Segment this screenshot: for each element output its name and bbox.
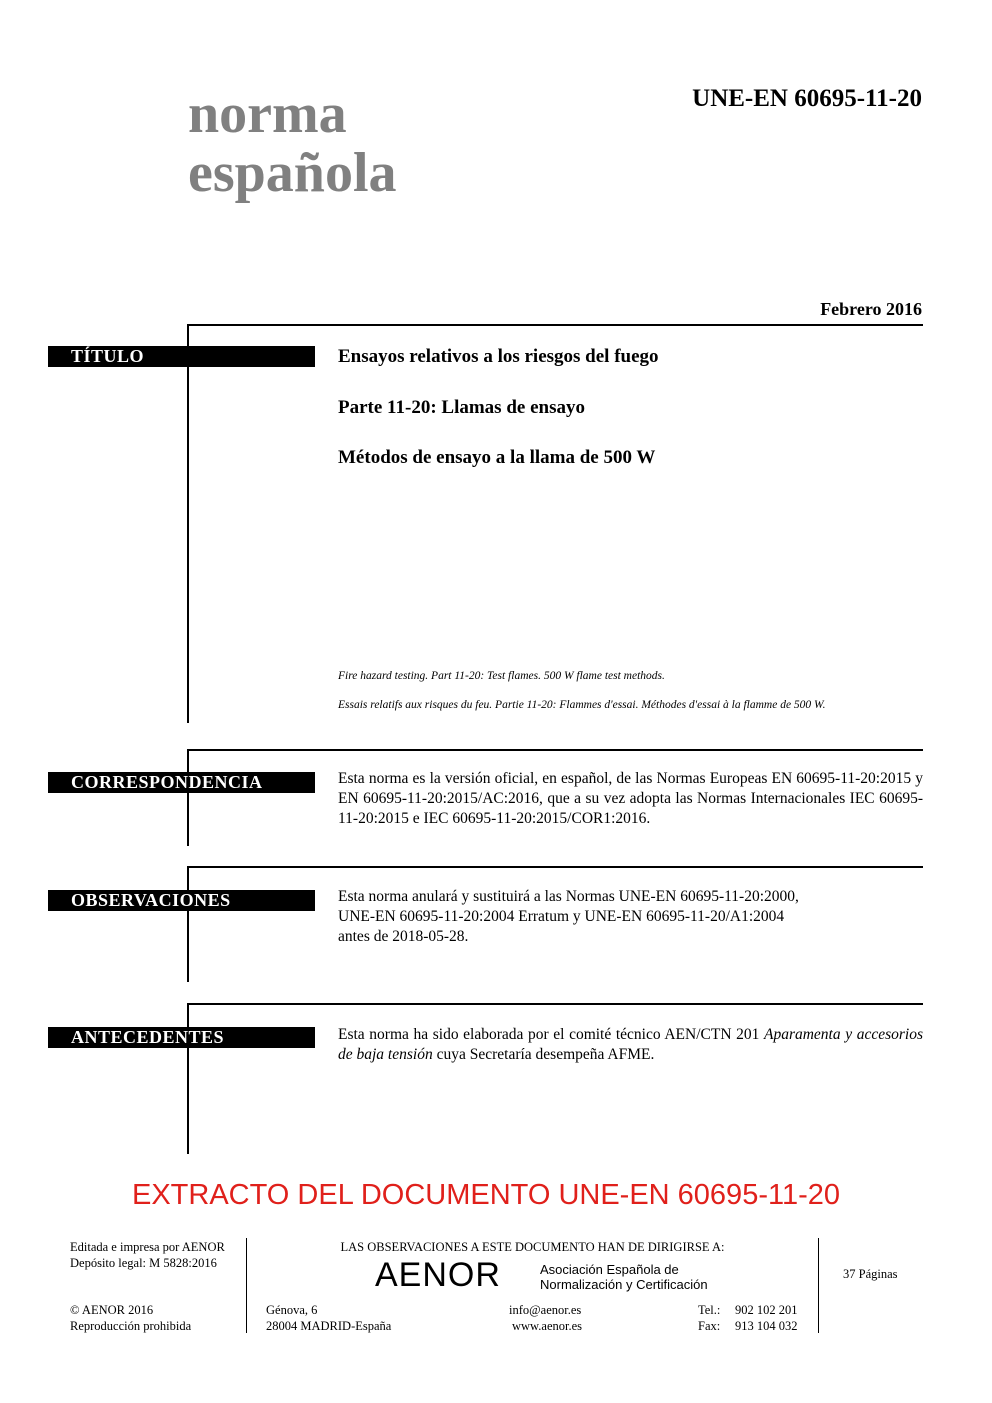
section-divider-antecedentes: [187, 1003, 923, 1005]
section-label-correspondencia: CORRESPONDENCIA: [48, 772, 315, 793]
section-vertical-rule-titulo: [187, 324, 189, 723]
title-line-2: Parte 11-20: Llamas de ensayo: [338, 397, 585, 418]
footer-reproduction: Reproducción prohibida: [70, 1319, 192, 1333]
correspondencia-text: Esta norma es la versión oficial, en español, de las Normas Europeas EN 60695-11-20:2015 y EN 60695-11-20:2015/AC:2016, que a su vez adopta las Normas Internacionales IEC 60695-11-20:2015 e IEC 60695-11-20:2015/COR1:2016.: [338, 770, 923, 827]
section-divider-correspondencia: [187, 749, 923, 751]
footer-copyright: © AENOR 2016: [70, 1303, 154, 1317]
aenor-association-line-2: Normalización y Certificación: [540, 1277, 708, 1292]
footer-fax-label: Fax:: [698, 1319, 721, 1333]
footer-tel-label: Tel.:: [698, 1303, 721, 1317]
section-vertical-rule-observaciones: [187, 866, 189, 982]
brand-line-espanola: española: [188, 142, 397, 204]
footer-contact-online: [509, 1302, 582, 1334]
section-label-observaciones: OBSERVACIONES: [48, 890, 315, 911]
footer-deposit: Depósito legal: M 5828:2016: [70, 1256, 217, 1270]
antecedentes-text-before: Esta norma ha sido elaborada por el comité técnico AEN/CTN 201: [338, 1026, 764, 1043]
footer-fax: 913 104 032: [735, 1319, 798, 1333]
footer-address-city: 28004 MADRID-España: [266, 1319, 392, 1333]
footer-copyright-info: [70, 1302, 191, 1334]
title-french: Essais relatifs aux risques du feu. Partie 11-20: Flammes d'essai. Méthodes d'essai à la flamme de 500 W.: [338, 699, 826, 711]
antecedentes-text: [338, 1025, 923, 1065]
footer-website: www.aenor.es: [512, 1319, 583, 1333]
section-divider-observaciones: [187, 866, 923, 868]
aenor-association-line-1: Asociación Española de: [540, 1262, 679, 1277]
footer-divider-right: [818, 1238, 819, 1333]
aenor-association-name: [540, 1262, 708, 1292]
observaciones-text: [338, 887, 923, 947]
aenor-logo: AENOR: [375, 1256, 501, 1294]
footer-edited: Editada e impresa por AENOR: [70, 1240, 225, 1254]
footer-tel: 902 102 201: [735, 1303, 798, 1317]
footer-address: [266, 1302, 391, 1334]
footer-edition-info: [70, 1239, 225, 1271]
observaciones-line-2: UNE-EN 60695-11-20:2004 Erratum y UNE-EN 60695-11-20/A1:2004: [338, 908, 785, 925]
extract-notice: EXTRACTO DEL DOCUMENTO UNE-EN 60695-11-20: [131, 1179, 840, 1211]
footer-phone-numbers: [735, 1302, 798, 1334]
antecedentes-text-after: cuya Secretaría desempeña AFME.: [432, 1046, 655, 1063]
footer-observations-header: LAS OBSERVACIONES A ESTE DOCUMENTO HAN DE DIRIGIRSE A:: [340, 1240, 725, 1254]
section-label-antecedentes: ANTECEDENTES: [48, 1027, 315, 1048]
observaciones-line-1: Esta norma anulará y sustituirá a las Normas UNE-EN 60695-11-20:2000,: [338, 888, 799, 905]
title-english: Fire hazard testing. Part 11-20: Test flames. 500 W flame test methods.: [338, 670, 665, 682]
antecedentes-committee-name: Aparamenta y accesorios de baja tensión: [338, 1026, 923, 1063]
footer-phone-labels: [698, 1302, 720, 1334]
footer-address-street: Génova, 6: [266, 1303, 318, 1317]
section-vertical-rule-antecedentes: [187, 1003, 189, 1154]
footer-page-count: 37 Páginas: [843, 1267, 898, 1281]
publication-date: Febrero 2016: [820, 299, 922, 319]
section-divider-titulo: [187, 324, 923, 326]
section-vertical-rule-correspondencia: [187, 749, 189, 846]
observaciones-line-3: antes de 2018-05-28.: [338, 928, 469, 945]
title-line-1: Ensayos relativos a los riesgos del fuego: [338, 346, 659, 367]
brand-line-norma: norma: [188, 83, 347, 145]
title-line-3: Métodos de ensayo a la llama de 500 W: [338, 447, 656, 468]
standard-code: UNE-EN 60695-11-20: [692, 85, 922, 112]
footer-email: info@aenor.es: [509, 1303, 582, 1317]
section-label-titulo: TÍTULO: [48, 346, 315, 367]
